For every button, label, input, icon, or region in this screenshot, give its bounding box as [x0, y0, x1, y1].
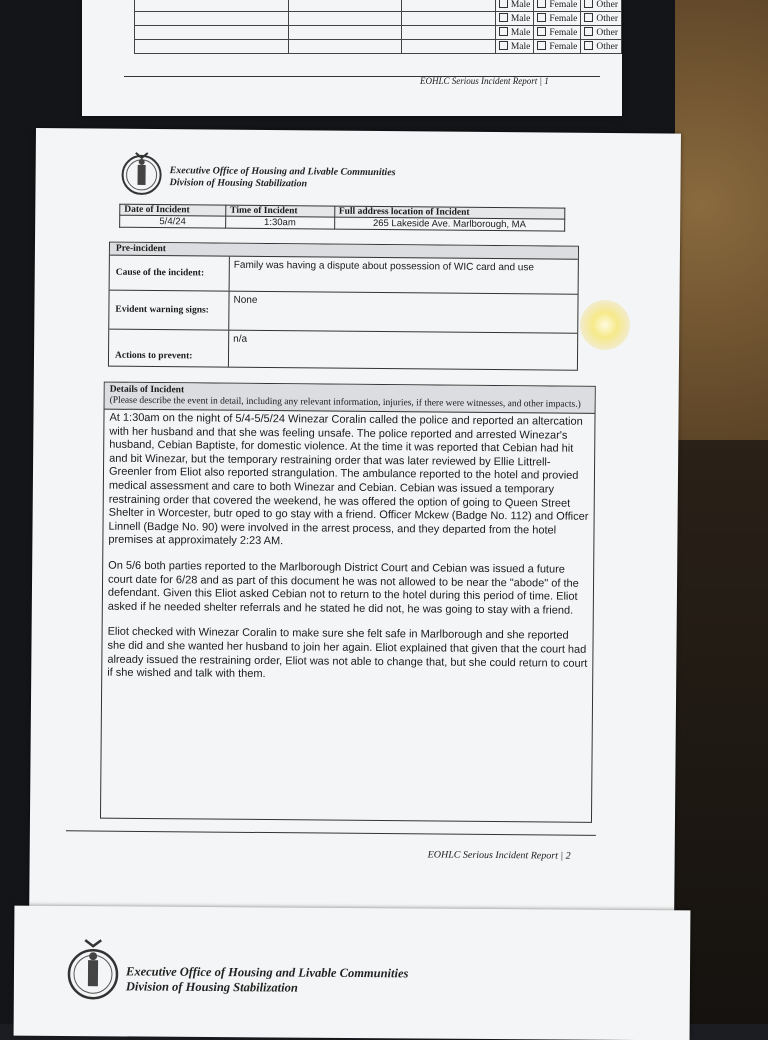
checkbox-icon — [584, 13, 593, 22]
female-option-label: Female — [549, 0, 578, 10]
division-name: Division of Housing Stabilization — [169, 177, 308, 190]
male-option — [495, 12, 534, 26]
pre-incident-section — [108, 242, 579, 371]
checkbox-icon — [584, 0, 593, 8]
massachusetts-seal-icon — [64, 932, 123, 1004]
female-option — [534, 40, 581, 54]
blank-cell — [288, 0, 401, 12]
document-page-2 — [29, 128, 681, 916]
other-option — [581, 40, 622, 54]
cause-value: Family was having a dispute about possession of WIC card and use — [233, 259, 535, 274]
incident-address: 265 Lakeside Ave. Marlborough, MA — [334, 217, 565, 231]
blank-cell — [288, 26, 401, 40]
details-paragraph-1: At 1:30am on the night of 5/4-5/5/24 Winezar Coralin called the police and reported an altercation with her husband and that she was feeling unsafe. The police reported and arrested Winezar's husband, Cebian Baptiste, for domestic violence. At the time it was reported that Cebian had hit and bit Winezar, but the temporary restraining order that was later reviewed by Ellie Littrell-Greenler from Eliot also reported strangulation. The ambulance reported to the hotel and provied medical assessment and care to both Winezar and Cebian. Cebian was issued a temporary restraining order that covered the weekend, he was offered the option of going to Queen Street Shelter in Worcester, butr oped to go stay with a friend. Officer Mckew (Badge No. 112) and Officer Linnell (Badge No. 90) were involved in the arrest process, and they departed from the hotel premises at approximately 2:23 AM. — [108, 411, 589, 548]
blank-cell — [288, 40, 401, 54]
blank-cell — [401, 0, 495, 12]
checkbox-icon — [537, 13, 546, 22]
details-heading: Details of Incident — [109, 384, 185, 396]
checkbox-icon — [499, 13, 508, 22]
details-header — [105, 383, 595, 414]
female-option-label: Female — [549, 14, 578, 24]
checkbox-icon — [537, 0, 546, 8]
details-section — [100, 382, 596, 823]
male-option — [495, 40, 534, 54]
cause-row — [110, 256, 578, 295]
male-option-label: Male — [510, 42, 531, 52]
agency-header — [126, 964, 409, 996]
blank-cell — [135, 40, 289, 54]
male-option-label: Male — [510, 0, 531, 10]
footer-rule — [66, 830, 596, 836]
checkbox-icon — [499, 0, 508, 8]
details-paragraph-2: On 5/6 both parties reported to the Marlborough District Court and Cebian was issued a future court date for 6/28 and as part of this document he was not allowed to be near the "abode" of the defendant. Given this Eliot asked Cebian not to return to the hotel during this period of time. Eliot asked if he needed shelter referrals and he stated he did not, he was going to stay with a friend. — [107, 559, 579, 617]
male-option — [495, 0, 534, 12]
checkbox-icon — [584, 27, 593, 36]
male-option-label: Male — [510, 28, 531, 38]
blank-cell — [135, 0, 289, 12]
page-footer: EOHLC Serious Incident Report | 2 — [427, 849, 571, 862]
participant-row — [135, 12, 622, 26]
warning-signs-row — [109, 291, 577, 334]
address-header: Full address location of Incident — [334, 206, 565, 219]
blank-cell — [401, 40, 495, 54]
participants-table — [134, 0, 622, 54]
checkbox-icon — [537, 41, 546, 50]
massachusetts-seal-icon — [117, 149, 165, 197]
actions-value: n/a — [233, 333, 248, 345]
pre-incident-heading: Pre-incident — [110, 243, 578, 260]
other-option — [581, 0, 622, 12]
other-option — [581, 26, 622, 40]
page-footer: EOHLC Serious Incident Report | 1 — [420, 76, 549, 86]
male-option — [495, 26, 534, 40]
female-option-label: Female — [549, 28, 578, 38]
blank-cell — [401, 26, 495, 40]
participant-row — [135, 0, 622, 12]
document-page-3 — [14, 906, 691, 1040]
actions-label: Actions to prevent: — [109, 330, 229, 367]
checkbox-icon — [499, 27, 508, 36]
other-option-label: Other — [596, 28, 618, 38]
participant-row — [135, 26, 622, 40]
agency-header — [169, 165, 395, 191]
checkbox-icon — [537, 27, 546, 36]
incident-info-table — [119, 204, 565, 232]
cause-label: Cause of the incident: — [110, 256, 230, 291]
date-header: Date of Incident — [120, 204, 226, 216]
male-option-label: Male — [510, 14, 531, 24]
actions-row — [109, 330, 577, 370]
warning-signs-label: Evident warning signs: — [109, 291, 229, 330]
light-glare — [580, 300, 630, 350]
other-option-label: Other — [596, 14, 618, 24]
document-page-1 — [82, 0, 622, 116]
other-option-label: Other — [596, 0, 618, 10]
division-name: Division of Housing Stabilization — [125, 979, 298, 995]
agency-name: Executive Office of Housing and Livable Communities — [125, 964, 409, 981]
blank-cell — [401, 12, 495, 26]
other-option — [581, 12, 622, 26]
blank-cell — [135, 12, 289, 26]
details-paragraph-3: Eliot checked with Winezar Coralin to make sure she felt safe in Marlborough and she reported she did and she wanted her husband to join her again. Eliot explained that given that the court had already issued the restraining order, Eliot was not able to change that, but she could return to court if she wished and talk with them. — [107, 625, 588, 681]
participant-row — [135, 40, 622, 54]
checkbox-icon — [584, 41, 593, 50]
time-header: Time of Incident — [226, 205, 335, 217]
incident-time: 1:30am — [226, 216, 335, 229]
incident-date: 5/4/24 — [120, 215, 226, 228]
female-option — [534, 0, 581, 12]
details-body — [102, 410, 594, 699]
details-instruction: (Please describe the event in detail, including any relevant information, injuries, if there were witnesses, and other impacts.) — [109, 395, 581, 410]
other-option-label: Other — [596, 42, 618, 52]
female-option — [534, 26, 581, 40]
checkbox-icon — [499, 41, 508, 50]
female-option — [534, 12, 581, 26]
agency-name: Executive Office of Housing and Livable Communities — [169, 165, 396, 179]
warning-signs-value: None — [233, 294, 258, 306]
blank-cell — [135, 26, 289, 40]
female-option-label: Female — [549, 42, 578, 52]
blank-cell — [288, 12, 401, 26]
